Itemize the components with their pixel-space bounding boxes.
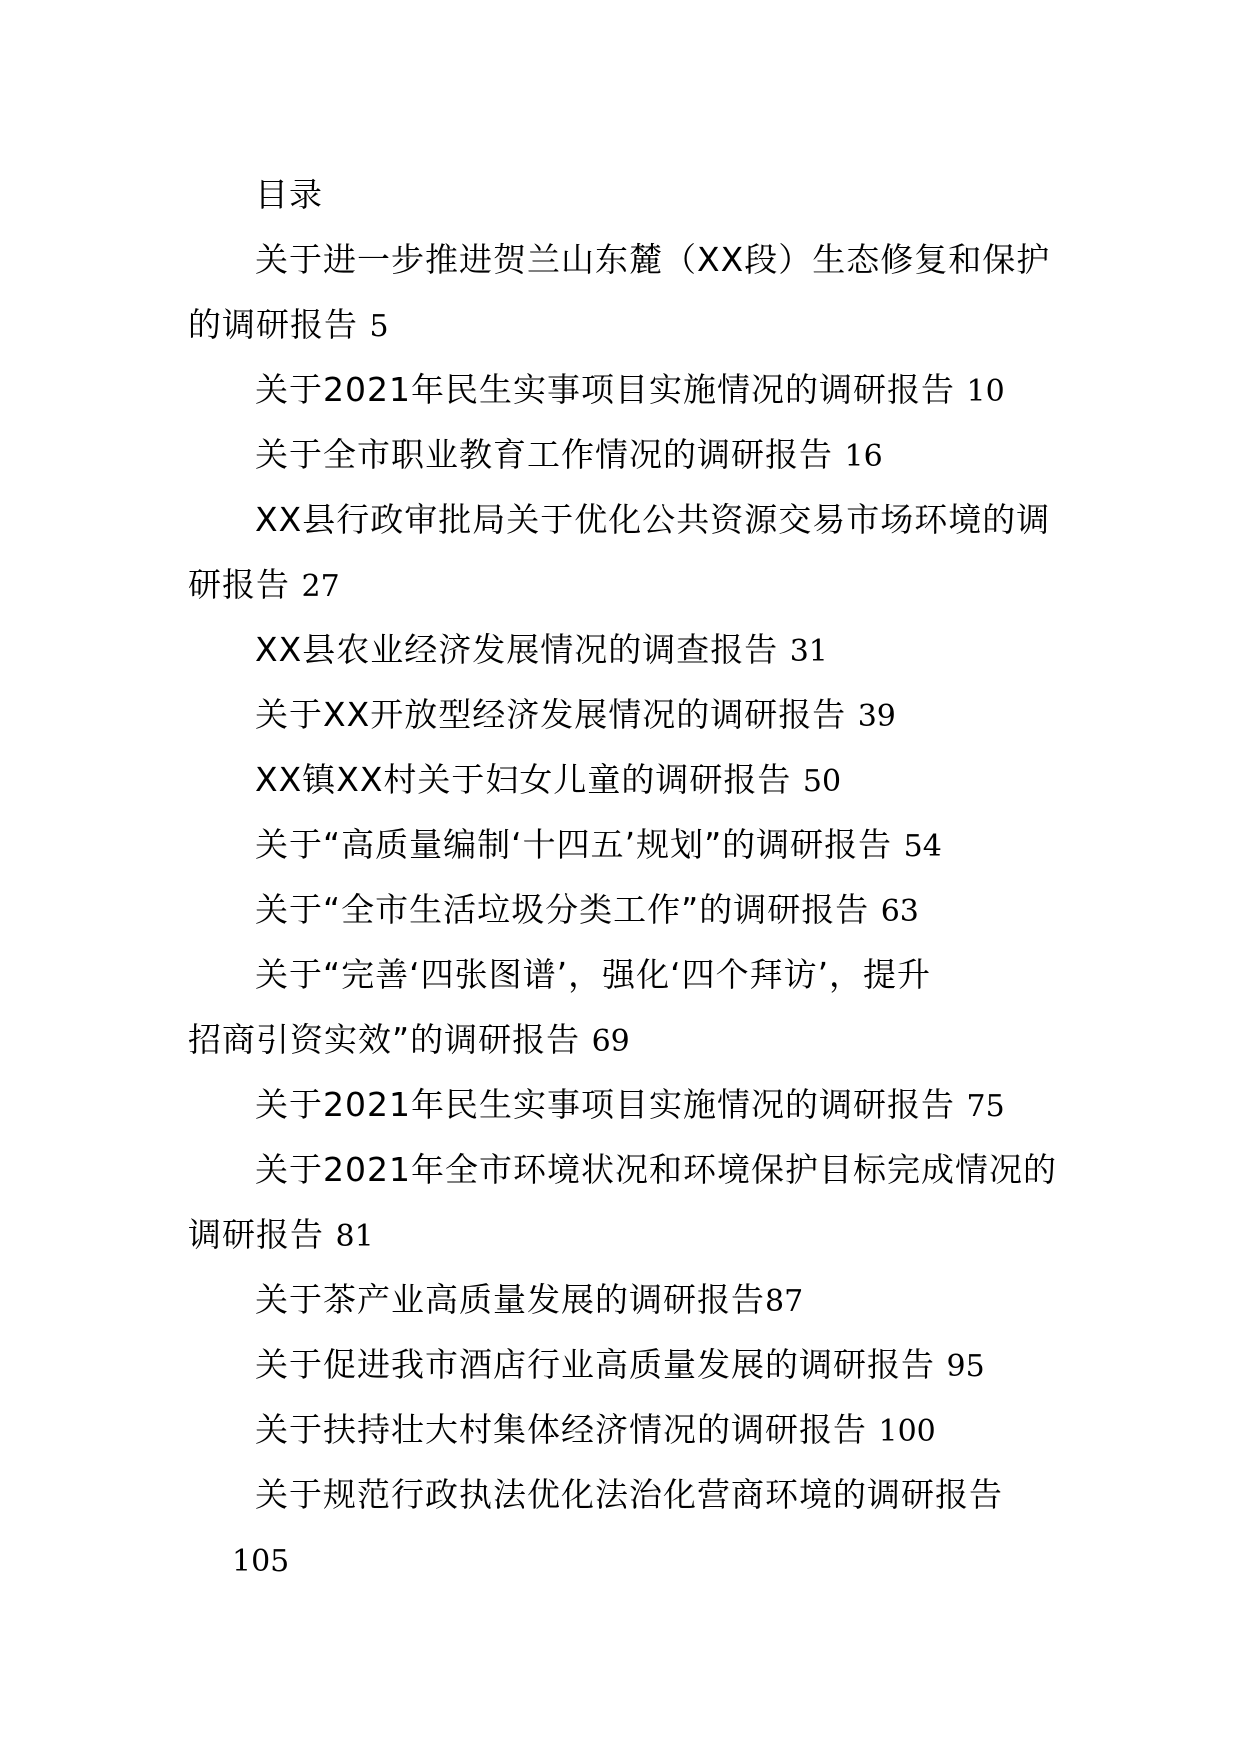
toc-entry-text: 招商引资实效”的调研报告: [188, 1020, 592, 1059]
toc-entry-page: 54: [903, 829, 942, 864]
toc-entry-line: [255, 1470, 1003, 1522]
toc-entry-text: 关于2021年民生实事项目实施情况的调研报告: [255, 1085, 967, 1124]
toc-entry-line: [255, 235, 1050, 287]
toc-entry-line: [255, 1405, 936, 1457]
toc-entry-text: 关于全市职业教育工作情况的调研报告: [255, 435, 845, 474]
toc-entry-line: [255, 430, 883, 482]
toc-title: 目录: [255, 175, 323, 214]
toc-entry-line: [255, 820, 942, 872]
toc-entry-line: [232, 1535, 289, 1587]
toc-entry-page: 81: [335, 1219, 374, 1254]
toc-entry-line: [255, 1145, 1057, 1197]
toc-entry-text: 关于2021年民生实事项目实施情况的调研报告: [255, 370, 967, 409]
toc-entry-text: 关于“完善‘四张图谱’，强化‘四个拜访’，提升: [255, 955, 932, 994]
toc-entry-page: 105: [232, 1544, 290, 1579]
toc-entry-line: [255, 755, 841, 807]
toc-entry-text: 关于“高质量编制‘十四五’规划”的调研报告: [255, 825, 904, 864]
toc-entry-page: 31: [789, 634, 828, 669]
toc-entry-text: 关于“全市生活垃圾分类工作”的调研报告: [255, 890, 881, 929]
toc-entry-text: 关于茶产业高质量发展的调研报告: [255, 1280, 765, 1319]
toc-entry-page: 63: [880, 894, 919, 929]
toc-entry-text: 关于XX开放型经济发展情况的调研报告: [255, 695, 858, 734]
toc-entry-page: 16: [844, 439, 883, 474]
toc-entry-page: 100: [878, 1414, 936, 1449]
toc-entry-text: 研报告: [188, 565, 302, 604]
toc-entry-page: 69: [591, 1024, 630, 1059]
toc-entry-line: [255, 625, 828, 677]
toc-entry-page: 95: [946, 1349, 985, 1384]
toc-entry-text: XX镇XX村关于妇女儿童的调研报告: [255, 760, 803, 799]
toc-entry-text: 的调研报告: [188, 305, 370, 344]
toc-entry-line: [255, 885, 919, 937]
toc-entry-text: XX县行政审批局关于优化公共资源交易市场环境的调: [255, 500, 1051, 539]
toc-entry-text: 关于2021年全市环境状况和环境保护目标完成情况的: [255, 1150, 1057, 1189]
toc-entry-page: 10: [966, 374, 1005, 409]
toc-entry-line: [255, 950, 931, 1002]
toc-entry-page: 87: [765, 1284, 804, 1319]
toc-entry-text: 关于进一步推进贺兰山东麓（XX段）生态修复和保护: [255, 240, 1051, 279]
toc-entry-line: [255, 365, 1005, 417]
toc-entry-line: [188, 1015, 630, 1067]
toc-entry-line: [255, 495, 1050, 547]
toc-entry-text: 关于促进我市酒店行业高质量发展的调研报告: [255, 1345, 947, 1384]
toc-entry-page: 27: [301, 569, 340, 604]
toc-entry-page: 5: [369, 309, 389, 344]
toc-entry-line: [188, 300, 389, 352]
toc-entry-line: [255, 1340, 985, 1392]
toc-entry-line: [188, 560, 340, 612]
toc-entry-line: [188, 1210, 374, 1262]
toc-entry-page: 50: [802, 764, 842, 799]
toc-entry-text: 关于扶持壮大村集体经济情况的调研报告: [255, 1410, 879, 1449]
toc-entry-text: 调研报告: [188, 1215, 336, 1254]
toc-entry-page: 75: [966, 1089, 1005, 1124]
toc-entry-page: 39: [857, 699, 896, 734]
toc-entry-text: XX县农业经济发展情况的调查报告: [255, 630, 790, 669]
toc-entry-text: 关于规范行政执法优化法治化营商环境的调研报告: [255, 1475, 1003, 1514]
toc-entry-line: [255, 1275, 803, 1327]
toc-entry-line: [255, 690, 896, 742]
toc-entry-line: [255, 1080, 1005, 1132]
